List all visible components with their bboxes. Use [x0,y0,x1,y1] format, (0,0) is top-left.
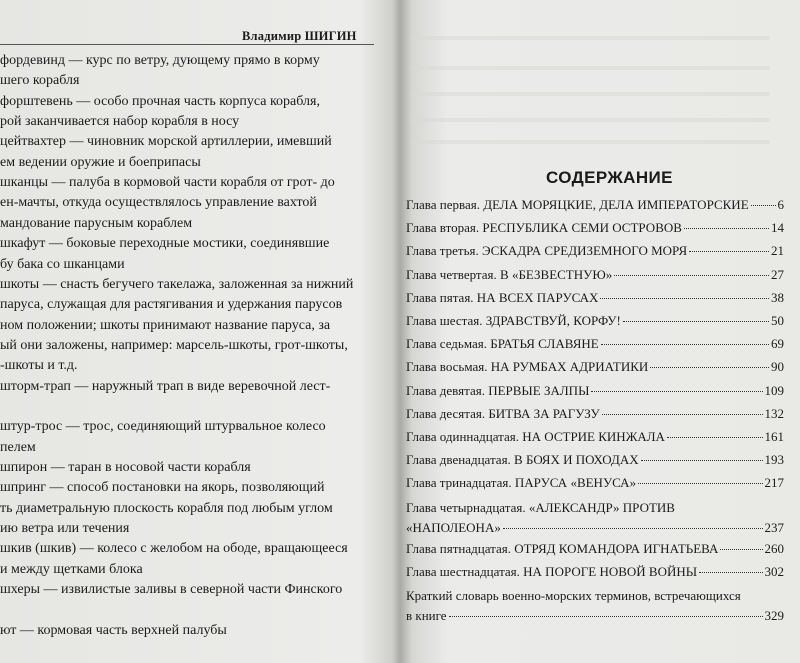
toc-entry-title: Глава вторая. РЕСПУБЛИКА СЕМИ ОСТРОВОВ [406,220,682,236]
glossary-line: ть диаметральную плоскость корабля под любым углом [0,500,333,516]
toc-page-number: 217 [764,475,784,491]
glossary-line: шторм-трап — наружный трап в виде веревочной лест- [0,378,331,394]
toc-page-number: 260 [764,540,784,556]
dot-leader [449,615,763,617]
toc-page-number: 329 [764,608,784,624]
toc-entry-title: Глава тринадцатая. ПАРУСА «ВЕНУСА» [406,475,637,491]
toc-entry-title: Краткий словарь военно-морских терминов, встречающихся [406,588,741,604]
running-head: Владимир ШИГИН [242,29,357,43]
left-page [0,0,392,663]
toc-entry-title: Глава пятнадцатая. ОТРЯД КОМАНДОРА ИГНАТЬЕВА [406,540,719,556]
toc-page-number: 50 [771,313,784,328]
toc-entry[interactable] [406,540,784,558]
toc-entry-title: Глава восьмая. НА РУМБАХ АДРИАТИКИ [406,359,649,375]
show-through-line [410,118,770,122]
glossary-line: шкоты — снасть бегучего такелажа, заложенная за нижний [0,276,354,292]
toc-entry[interactable] [406,242,784,260]
glossary-line: цейтвахтер — чиновник морской артиллерии, имевший [0,134,332,150]
toc-entry-title: Глава одиннадцатая. НА ОСТРИЕ КИНЖАЛА [406,429,665,444]
dot-leader [689,250,769,252]
toc-entry-title: Глава четырнадцатая. «АЛЕКСАНДР» ПРОТИВ [406,499,675,515]
glossary-line: и между щетками блока [0,561,143,577]
glossary-line: -шкоты и т.д. [0,358,78,374]
dot-leader [614,274,769,276]
toc-entry[interactable] [406,196,784,214]
toc-entry-title: Глава десятая. БИТВА ЗА РАГУЗУ [406,405,600,421]
toc-page-number: 132 [764,405,784,421]
dot-leader [600,297,769,299]
toc-entry[interactable] [406,219,784,237]
glossary-line: шкив (шкив) — колесо с желобом на ободе, вращающееся [0,541,348,557]
dot-leader [591,390,762,392]
dot-leader [602,413,763,415]
toc-entry[interactable] [406,474,784,492]
glossary-line: шканцы — палуба в кормовой части корабля от грот- до [0,175,335,191]
toc-page-number: 109 [764,382,784,398]
toc-entry-title: Глава девятая. ПЕРВЫЕ ЗАЛПЫ [406,382,590,398]
glossary-line: рой заканчивается набор корабля в носу [0,114,240,130]
dot-leader [650,366,769,368]
dot-leader [601,343,769,345]
toc-entry[interactable] [406,428,784,446]
header-rule [0,44,374,45]
glossary-line: мандование парусным кораблем [0,215,193,231]
show-through-line [410,36,770,40]
glossary-line: штур-трос — трос, соединяющий штурвальное колесо [0,419,326,435]
glossary-line: ию ветра или течения [0,521,130,537]
toc-page-number: 38 [771,289,784,305]
show-through-line [410,66,770,70]
glossary-line: бу бака со шканцами [0,256,125,272]
toc-entry-title: в книге [406,608,447,624]
dot-leader [699,571,762,573]
toc-page-number: 69 [771,336,784,352]
toc-entry-title: Глава четвертая. В «БЕЗВЕСТНУЮ» [406,266,613,282]
toc-page-number: 161 [764,429,784,444]
show-through-line [410,92,770,96]
dot-leader [684,227,769,229]
toc-entry-title: Глава шестнадцатая. НА ПОРОГЕ НОВОЙ ВОЙНЫ [406,564,698,579]
glossary-line: ном положении; шкоты принимают название паруса, за [0,317,331,333]
dot-leader [751,204,776,206]
toc-page-number: 90 [771,359,784,375]
right-page [404,0,800,663]
glossary-line: ен-мачты, откуда осуществлялось управление вахтой [0,195,317,211]
toc-page-number: 302 [764,564,784,579]
toc-page-number: 6 [777,197,784,212]
toc-entry[interactable] [406,405,784,423]
toc-entry-title: «НАПОЛЕОНА» [406,519,501,535]
glossary-line: пелем [0,439,36,455]
glossary-line: шпирон — таран в носовой части корабля [0,460,251,475]
toc-entry[interactable] [406,498,784,538]
dot-leader [641,459,763,461]
toc-entry[interactable] [406,335,784,353]
toc-page-number: 27 [771,266,784,282]
toc-entry[interactable] [406,563,784,581]
toc-page-number: 193 [764,452,784,468]
dot-leader [667,436,763,438]
toc-title: СОДЕРЖАНИЕ [546,168,673,187]
toc-page-number: 14 [771,220,784,236]
dot-leader [623,320,769,322]
toc-page-number: 21 [771,243,784,259]
toc-entry[interactable] [406,451,784,469]
dot-leader [720,548,762,550]
glossary-line: ый они заложены, например: марсель-шкоты, грот-шкоты, [0,337,348,353]
glossary-line: паруса, служащая для растягивания и удержания парусов [0,297,343,313]
dot-leader [638,482,762,484]
toc-entry-title: Глава пятая. НА ВСЕХ ПАРУСАХ [406,289,599,305]
toc-page-number: 237 [764,519,784,535]
toc-entry[interactable] [406,586,784,626]
toc-entry-title: Глава седьмая. БРАТЬЯ СЛАВЯНЕ [406,336,599,352]
toc-entry-title: Глава первая. ДЕЛА МОРЯЦКИЕ, ДЕЛА ИМПЕРАТОРСКИЕ [406,197,749,212]
glossary-line: ют — кормовая часть верхней палубы [0,622,227,638]
toc-entry[interactable] [406,358,784,376]
glossary-line: форштевень — особо прочная часть корпуса корабля, [0,93,320,109]
toc-entry-title: Глава третья. ЭСКАДРА СРЕДИЗЕМНОГО МОРЯ [406,243,688,259]
dot-leader [503,527,763,529]
glossary-line: шего корабля [0,73,80,89]
glossary-line: шкафут — боковые переходные мостики, соединявшие [0,236,330,252]
toc-entry[interactable] [406,266,784,284]
toc-entry[interactable] [406,312,784,330]
glossary-line: фордевинд — курс по ветру, дующему прямо в корму [0,53,320,68]
toc-entry[interactable] [406,382,784,400]
glossary-line: шхеры — извилистые заливы в северной части Финского [0,582,343,598]
toc-entry[interactable] [406,289,784,307]
show-through-line [410,140,770,144]
glossary-line: шпринг — способ постановки на якорь, позволяющий [0,480,325,496]
glossary-line: ем ведении оружие и боеприпасы [0,154,201,170]
toc-entry-title: Глава шестая. ЗДРАВСТВУЙ, КОРФУ! [406,313,621,328]
toc-entry-title: Глава двенадцатая. В БОЯХ И ПОХОДАХ [406,452,639,468]
